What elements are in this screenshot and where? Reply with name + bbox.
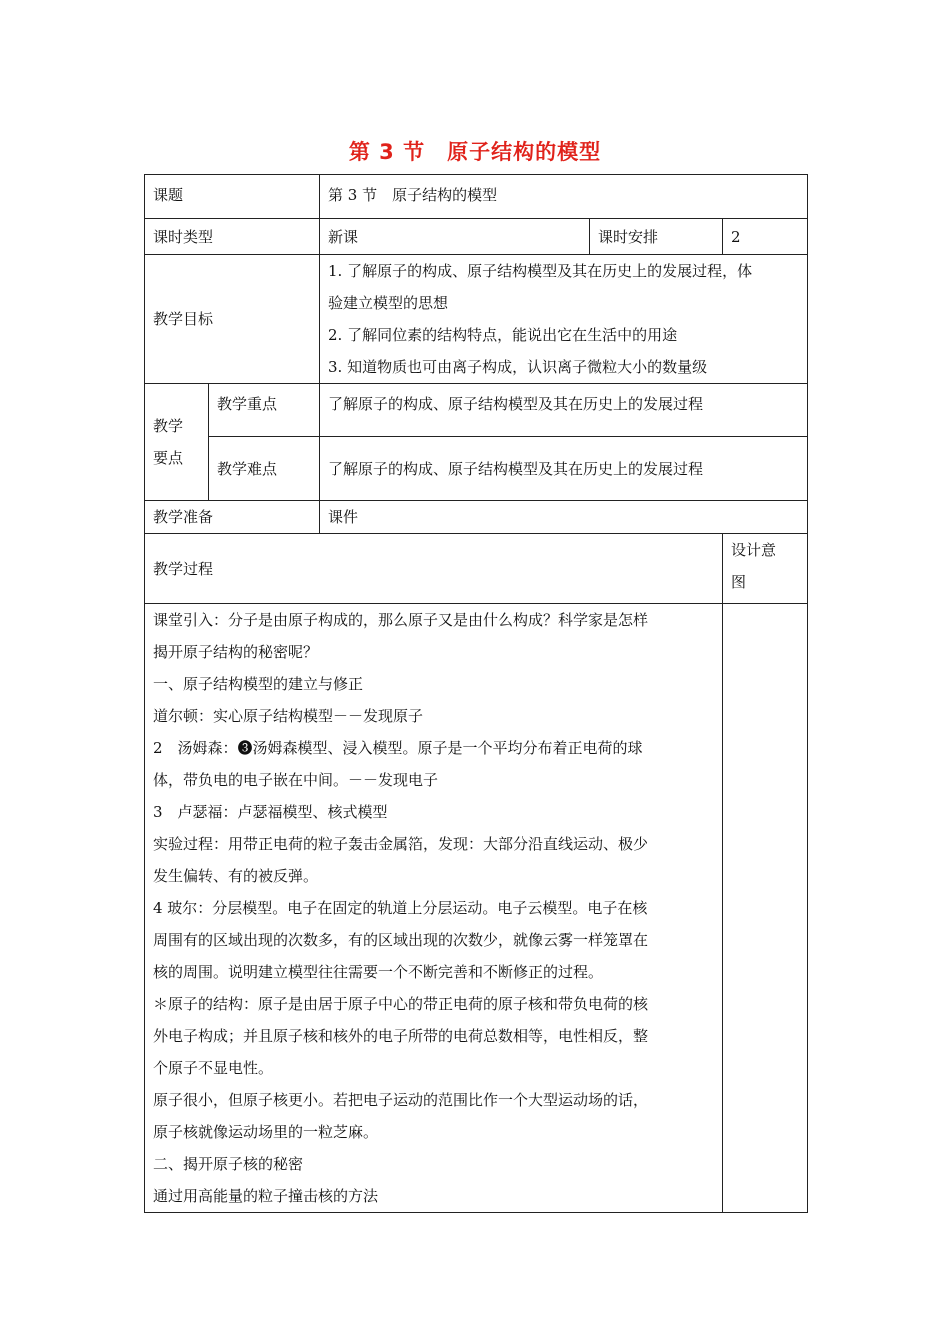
design-intent-line: 图 [731,573,747,591]
row-process-body [145,604,808,1213]
focus-value: 了解原子的构成、原子结构模型及其在历史上的发展过程 [320,384,808,437]
objectives-label: 教学目标 [145,255,320,384]
key-points-label [145,384,209,501]
process-line: 一、原子结构模型的建立与修正 [153,675,364,693]
row-objectives [145,255,808,384]
row-topic [145,175,808,219]
objectives-value [320,255,808,384]
process-line: 核的周围。说明建立模型往往需要一个不断完善和不断修正的过程。 [153,963,604,981]
row-difficulty [145,437,808,501]
topic-value: 第 3 节 原子结构的模型 [320,175,808,219]
process-line: 体，带负电的电子嵌在中间。－－发现电子 [153,771,439,789]
process-content [145,604,723,1213]
process-line: ＊原子的结构：原子是由居于原子中心的带正电荷的原子核和带负电荷的核 [153,995,649,1013]
document-title: 第 3 节 原子结构的模型 [348,140,602,164]
process-line: 2 汤姆森：❸汤姆森模型、浸入模型。原子是一个平均分布着正电荷的球 [153,739,643,757]
process-line: 道尔顿：实心原子结构模型－－发现原子 [153,707,424,725]
process-line: 个原子不显电性。 [153,1059,274,1077]
process-line: 原子很小，但原子核更小。若把电子运动的范围比作一个大型运动场的话， [153,1091,649,1109]
process-line: 揭开原子结构的秘密呢？ [153,643,319,661]
type-label: 课时类型 [145,219,320,255]
objective-line: 3. 知道物质也可由离子构成，认识离子微粒大小的数量级 [328,358,708,376]
focus-label: 教学重点 [209,384,320,437]
process-line: 3 卢瑟福：卢瑟福模型、核式模型 [153,803,388,821]
difficulty-label: 教学难点 [209,437,320,501]
process-line: 实验过程：用带正电荷的粒子轰击金属箔，发现：大部分沿直线运动、极少 [153,835,649,853]
lesson-plan-table [144,174,808,1213]
topic-label: 课题 [145,175,320,219]
design-intent-line: 设计意 [731,541,777,559]
key-points-label-line: 要点 [153,449,184,467]
process-line: 二、揭开原子核的秘密 [153,1155,304,1173]
difficulty-value: 了解原子的构成、原子结构模型及其在历史上的发展过程 [320,437,808,501]
schedule-label: 课时安排 [590,219,723,255]
row-focus [145,384,808,437]
design-intent-label [723,534,808,604]
process-line: 通过用高能量的粒子撞击核的方法 [153,1187,379,1205]
process-line: 外电子构成；并且原子核和核外的电子所带的电荷总数相等，电性相反，整 [153,1027,649,1045]
design-intent-content [723,604,808,1213]
prep-label: 教学准备 [145,501,320,534]
process-label: 教学过程 [145,534,723,604]
schedule-value: 2 [723,219,808,255]
row-process-header [145,534,808,604]
objective-line: 2. 了解同位素的结构特点，能说出它在生活中的用途 [328,326,678,344]
process-line: 原子核就像运动场里的一粒芝麻。 [153,1123,379,1141]
key-points-label-line: 教学 [153,417,184,435]
process-line: 4 玻尔：分层模型。电子在固定的轨道上分层运动。电子云模型。电子在核 [153,899,648,917]
type-value: 新课 [320,219,590,255]
process-line: 周围有的区域出现的次数多，有的区域出现的次数少，就像云雾一样笼罩在 [153,931,649,949]
process-line: 发生偏转、有的被反弹。 [153,867,319,885]
objective-line: 验建立模型的思想 [328,294,449,312]
prep-value: 课件 [320,501,808,534]
process-line: 课堂引入：分子是由原子构成的，那么原子又是由什么构成？科学家是怎样 [153,611,649,629]
row-prep [145,501,808,534]
row-type [145,219,808,255]
objective-line: 1. 了解原子的构成、原子结构模型及其在历史上的发展过程，体 [328,262,753,280]
